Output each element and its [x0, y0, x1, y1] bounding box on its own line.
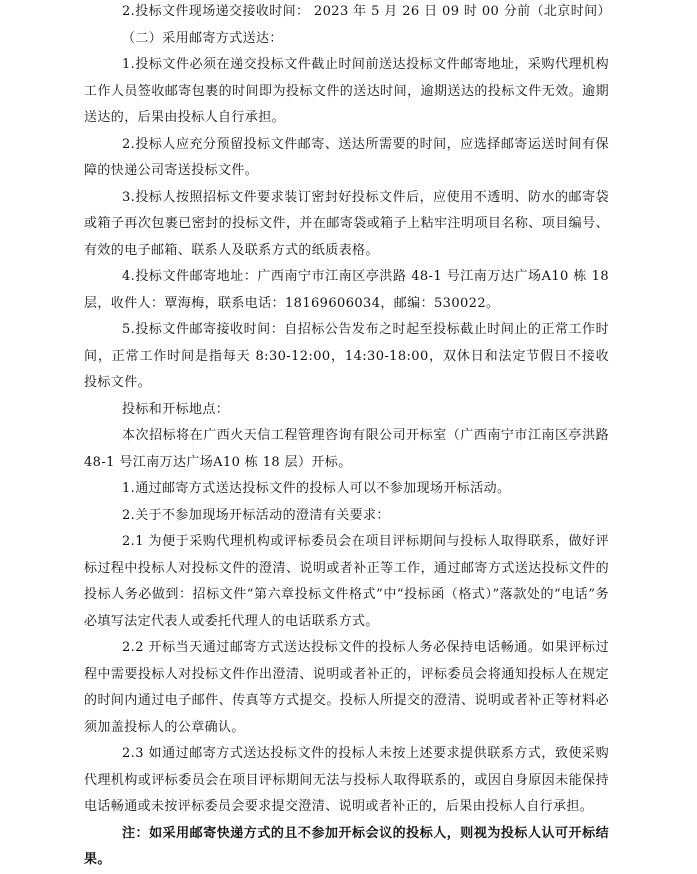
paragraph-opening-rule-2-3: 2.3 如通过邮寄方式送达投标文件的投标人未按上述要求提供联系方式，致使采购代理机构或评标委员会在项目评标期间无法与投标人取得联系的，或因自身原因未能保持电话畅通或未按评标委员会要求提交澄清、说明或者补正的，后果由投标人自行承担。	[84, 746, 609, 814]
paragraph-opening-rule-1: 1.通过邮寄方式送达投标文件的投标人可以不参加现场开标活动。	[122, 481, 511, 496]
paragraph-note: 注：如采用邮寄快递方式的且不参加开标会议的投标人，则视为投标人认可开标结果。	[84, 825, 609, 867]
paragraph-opening-rule-2-2: 2.2 开标当天通过邮寄方式送达投标文件的投标人务必保持电话畅通。如果评标过程中需要投标人对投标文件作出澄清、说明或者补正的，评标委员会将通知投标人在规定的时间内通过电子邮件、传真等方式提交。投标人所提交的澄清、说明或者补正等材料必须加盖投标人的公章确认。	[84, 640, 609, 735]
paragraph-mail-rule-2: 2.投标人应充分预留投标文件邮寄、送达所需要的时间，应选择邮寄运送时间有保障的快递公司寄送投标文件。	[84, 136, 609, 178]
paragraph-opening-rule-2-1: 2.1 为便于采购代理机构或评标委员会在项目评标期间与投标人取得联系，做好评标过程中投标人对投标文件的澄清、说明或者补正等工作，通过邮寄方式送达投标文件的投标人务必做到：招标文件“第六章投标文件格式”中“投标函（格式）”落款处的“电话”务必填写法定代表人或委托代理人的电话联系方式。	[84, 534, 609, 629]
paragraph-mail-receive-time: 5.投标文件邮寄接收时间：自招标公告发布之时起至投标截止时间止的正常工作时间，正常工作时间是指每天 8:30-12:00，14:30-18:00，双休日和法定节假日不接收投标文件。	[84, 322, 609, 390]
paragraph-mail-rule-3: 3.投标人按照招标文件要求装订密封好投标文件后，应使用不透明、防水的邮寄袋或箱子再次包裹已密封的投标文件，并在邮寄袋或箱子上粘牢注明项目名称、项目编号、有效的电子邮箱、联系人及联系方式的纸质表格。	[84, 189, 609, 258]
paragraph-bid-opening-heading: 投标和开标地点：	[122, 401, 230, 417]
paragraph-mail-address: 4.投标文件邮寄地址：广西南宁市江南区亭洪路 48-1 号江南万达广场A10 栋 18 层，收件人：覃海梅，联系电话：18169606034，邮编：530022。	[84, 269, 609, 311]
paragraph-mail-rule-1: 1.投标文件必须在递交投标文件截止时间前送达投标文件邮寄地址，采购代理机构工作人员签收邮寄包裹的时间即为投标文件的送达时间，逾期送达的投标文件无效。逾期送达的，后果由投标人自行承担。	[84, 57, 609, 125]
paragraph-submission-time: 2.投标文件现场递交接收时间： 2023 年 5 月 26 日 09 时 00 分前（北京时间）	[122, 4, 611, 19]
paragraph-opening-rule-2: 2.关于不参加现场开标活动的澄清有关要求：	[122, 507, 390, 523]
paragraph-bid-opening-location: 本次招标将在广西火天信工程管理咨询有限公司开标室（广西南宁市江南区亭洪路 48-1 号江南万达广场A10 栋 18 层）开标。	[84, 428, 609, 470]
paragraph-mail-heading: （二）采用邮寄方式送达：	[122, 30, 283, 46]
